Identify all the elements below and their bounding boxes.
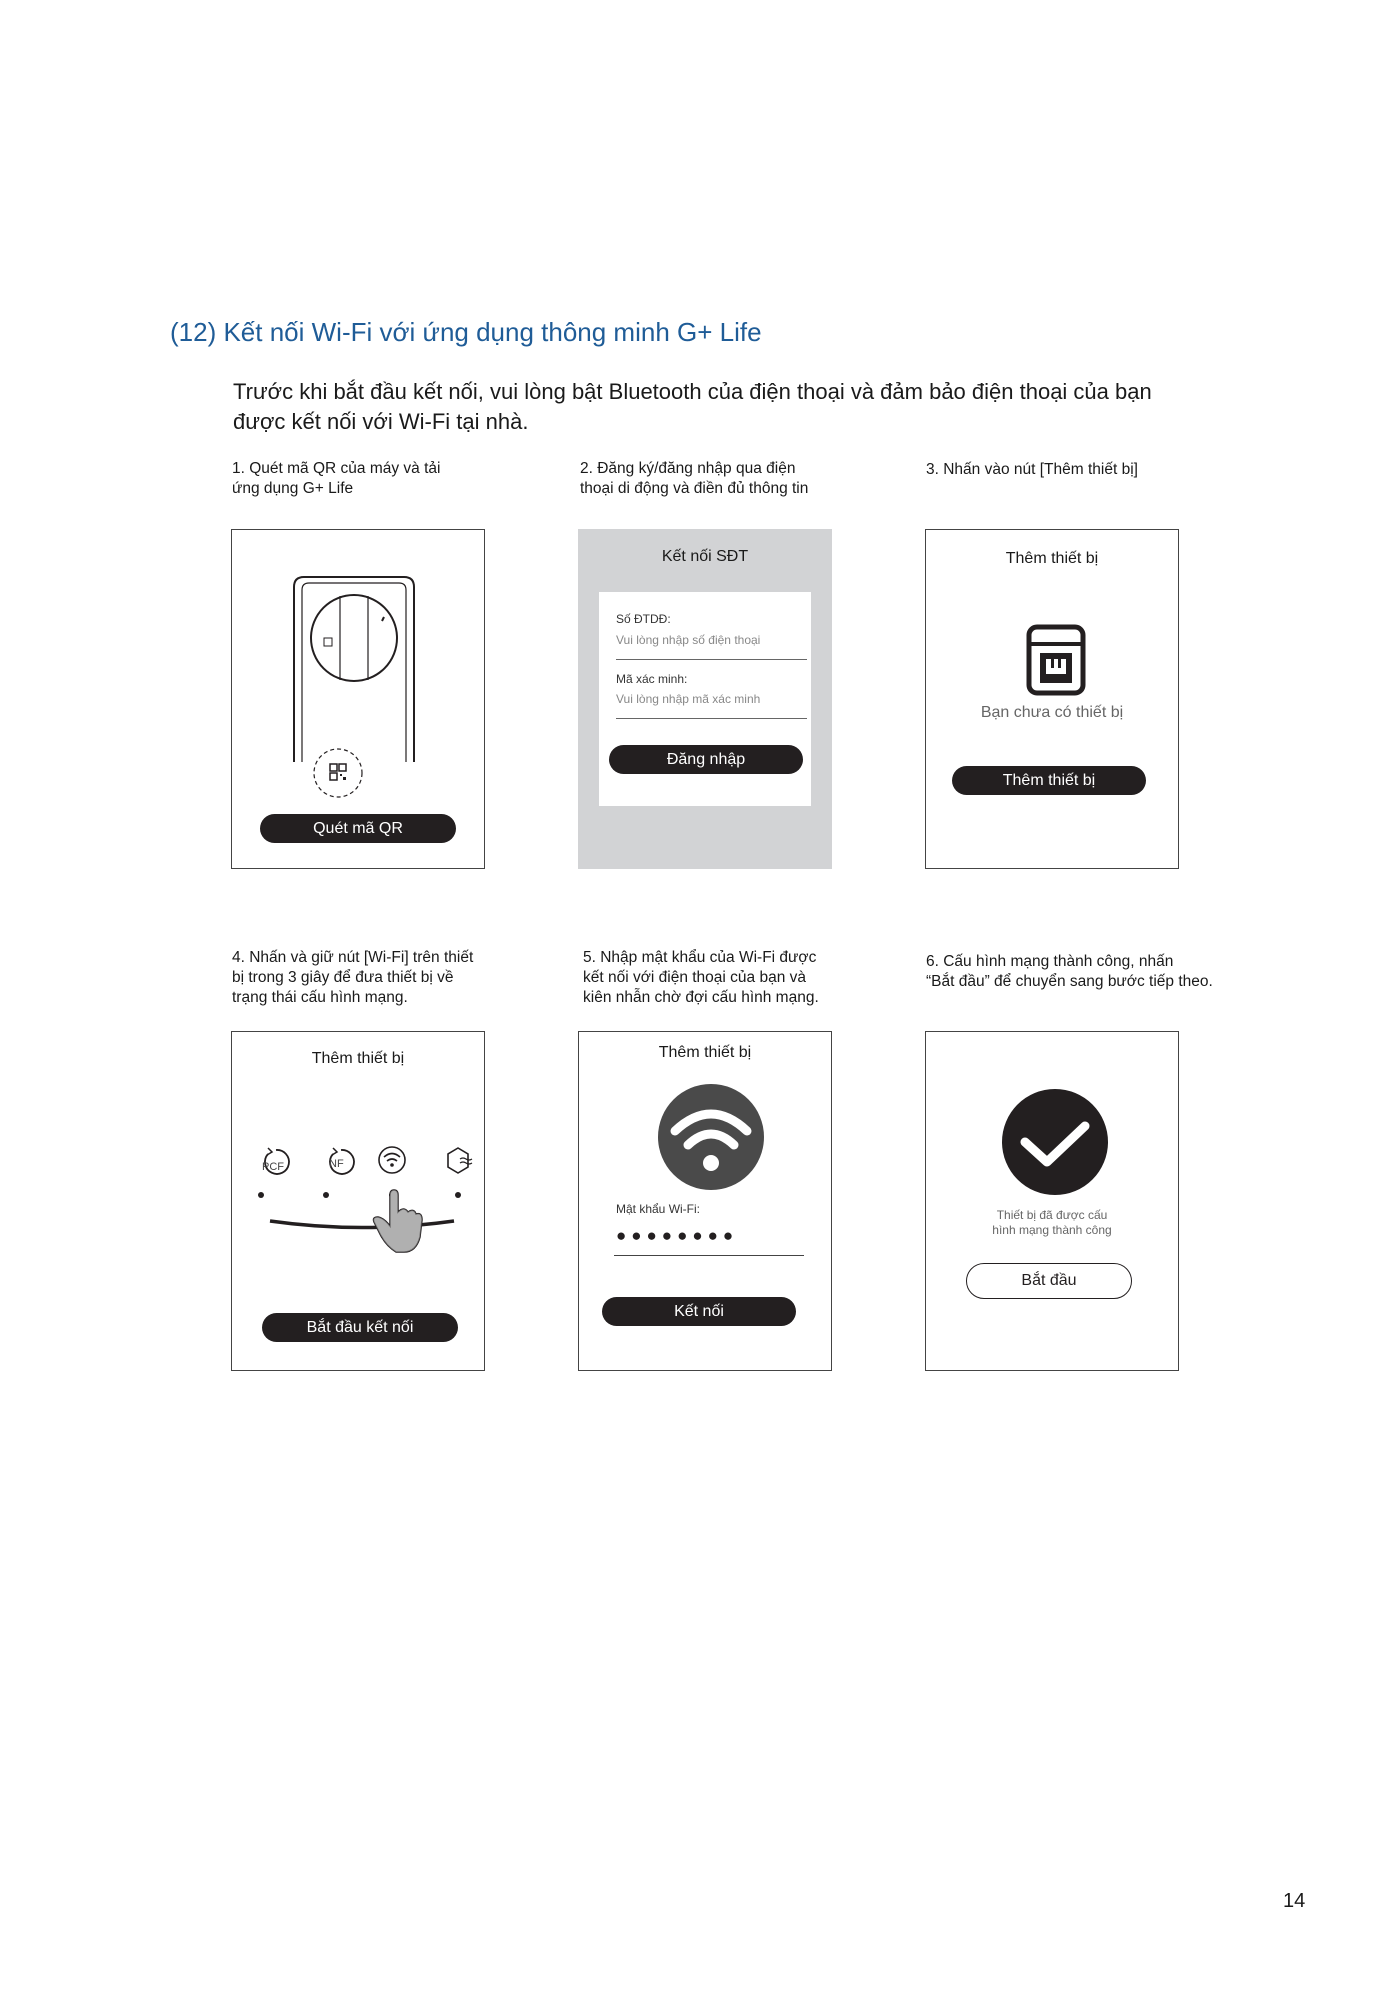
- step-2-line-1: 2. Đăng ký/đăng nhập qua điện: [580, 460, 796, 477]
- code-input[interactable]: Vui lòng nhập mã xác minh: [616, 692, 761, 706]
- step-6-frame: [925, 1031, 1179, 1371]
- start-button[interactable]: Bắt đầu: [966, 1263, 1132, 1299]
- phone-input[interactable]: Vui lòng nhập số điện thoại: [616, 633, 761, 647]
- step-5-line-1: 5. Nhập mật khẩu của Wi-Fi được: [583, 949, 817, 966]
- intro-text: [233, 377, 1233, 437]
- step-2-line-2: thoại di động và điền đủ thông tin: [580, 480, 809, 497]
- success-message: [926, 1208, 1178, 1238]
- step-3-line-1: 3. Nhấn vào nút [Thêm thiết bị]: [926, 461, 1138, 478]
- step-5-caption: [583, 948, 819, 1008]
- section-title: (12) Kết nối Wi-Fi với ứng dụng thông minh G+ Life: [170, 317, 762, 347]
- page-number: 14: [1283, 1890, 1306, 1912]
- intro-line-2: được kết nối với Wi-Fi tại nhà.: [233, 409, 529, 434]
- step-3-caption: [926, 460, 1138, 480]
- phone-input-underline: [616, 659, 807, 660]
- step-1-line-1: 1. Quét mã QR của máy và tải: [232, 460, 441, 477]
- wifi-password-label: Mật khẩu Wi-Fi:: [616, 1202, 701, 1216]
- wifi-password-input[interactable]: ●●●●●●●●: [616, 1226, 739, 1245]
- step-4-line-1: 4. Nhấn và giữ nút [Wi-Fi] trên thiết: [232, 949, 474, 966]
- wifi-password-screen-title: Thêm thiết bị: [658, 1044, 752, 1061]
- scan-qr-button[interactable]: Quét mã QR: [260, 814, 456, 843]
- step-2-caption: [580, 459, 808, 499]
- success-line-1: Thiết bị đã được cấu: [996, 1208, 1108, 1222]
- phone-label: Số ĐTDĐ:: [616, 612, 671, 626]
- nf-label: NF: [329, 1158, 344, 1170]
- step-6-line-1: 6. Cấu hình mạng thành công, nhấn: [926, 953, 1174, 970]
- step-5-frame: [578, 1031, 832, 1371]
- step-3-frame: [925, 529, 1179, 869]
- step-5-line-2: kết nối với điện thoại của bạn và: [583, 969, 807, 986]
- pcf-label: PCF: [262, 1161, 284, 1173]
- success-check-icon: [1001, 1088, 1109, 1196]
- success-line-2: hình mạng thành công: [992, 1223, 1112, 1237]
- step-4-line-3: trạng thái cấu hình mạng.: [232, 989, 408, 1006]
- wifi-icon: [657, 1083, 765, 1191]
- step-6-line-2: “Bắt đầu” để chuyển sang bước tiếp theo.: [926, 973, 1213, 990]
- step-4-frame: [231, 1031, 485, 1371]
- connect-button[interactable]: Kết nối: [602, 1297, 796, 1326]
- start-connect-button[interactable]: Bắt đầu kết nối: [262, 1313, 458, 1342]
- wifi-password-underline: [614, 1255, 804, 1256]
- code-input-underline: [616, 718, 807, 719]
- login-screen-title: Kết nối SĐT: [661, 548, 749, 565]
- step-2-frame: [578, 529, 832, 869]
- no-device-text: Bạn chưa có thiết bị: [980, 704, 1124, 721]
- step-6-caption: [926, 952, 1213, 992]
- step-1-line-2: ứng dụng G+ Life: [232, 480, 354, 497]
- hold-wifi-screen-title: Thêm thiết bị: [311, 1050, 405, 1067]
- add-device-button[interactable]: Thêm thiết bị: [952, 766, 1146, 795]
- step-1-frame: [231, 529, 485, 869]
- add-device-screen-title: Thêm thiết bị: [1005, 550, 1099, 567]
- step-4-caption: [232, 948, 473, 1008]
- appliance-icon: [1026, 624, 1086, 696]
- step-4-line-2: bị trong 3 giây để đưa thiết bị về: [232, 969, 454, 986]
- intro-line-1: Trước khi bắt đầu kết nối, vui lòng bật Bluetooth của điện thoại và đảm bảo điện thoại của bạn: [233, 379, 1152, 404]
- step-5-line-3: kiên nhẫn chờ đợi cấu hình mạng.: [583, 989, 819, 1006]
- step-1-caption: [232, 459, 440, 499]
- login-button[interactable]: Đăng nhập: [609, 745, 803, 774]
- code-label: Mã xác minh:: [616, 672, 688, 686]
